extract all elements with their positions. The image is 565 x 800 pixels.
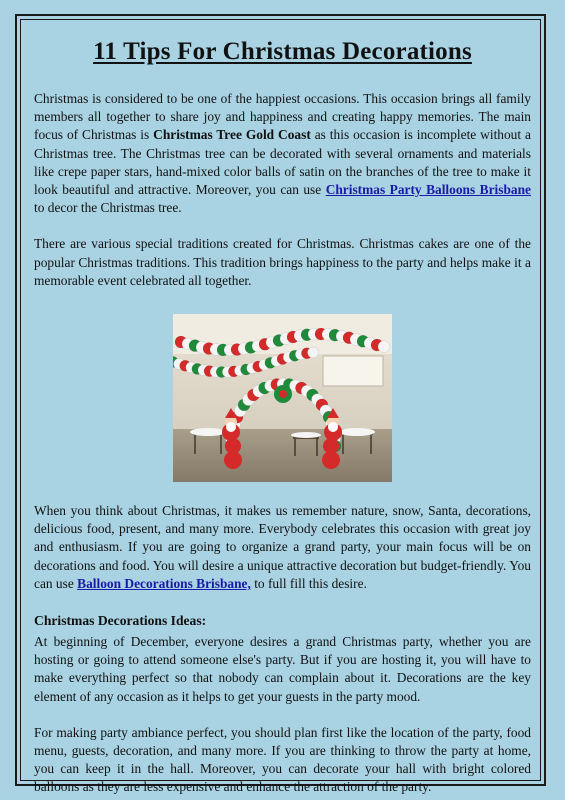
party-text-1: When you think about Christmas, it makes us remember nature, snow, Santa, decorations, delicious food, present, and many more. Everybody celebrates this occasion with great joy and enthusiasm. If you are going to organize a grand party, your main focus will be on decorations and food. You will desire a unique attractive decoration but budget-friendly. You can use	[34, 503, 531, 591]
party-text-2: to full fill this desire.	[250, 575, 367, 591]
page-title: 11 Tips For Christmas Decorations	[93, 38, 472, 65]
ideas-paragraph: At beginning of December, everyone desires a grand Christmas party, whether you are hosting or going to attend someone else's party. But if you are hosting it, you will have to make everything perfect so that nobody can complain about it. Decorations are the key element of any occasion as it helps to get your guests in the party mood.	[34, 634, 531, 704]
traditions-paragraph: There are various special traditions created for Christmas. Christmas cakes are one of the popular Christmas traditions. This tradition brings happiness to the party and helps make it a memorable event celebrated all together.	[34, 236, 531, 288]
balloon-decoration-photo	[173, 314, 392, 482]
christmas-tree-keyword: Christmas Tree Gold Coast	[153, 127, 311, 143]
document-body	[34, 38, 531, 797]
party-paragraph	[34, 502, 531, 593]
intro-paragraph	[34, 90, 531, 217]
intro-text-3: to decor the Christmas tree.	[34, 200, 182, 216]
photo-container	[34, 314, 531, 482]
intro-text-2: as this occasion is incomplete without a Christmas tree. The Christmas tree can be decorated with several ornaments and materials like crepe paper stars, hand-mixed color balls of satin on the branches of the tree to make it look beautiful and attractive. Moreover, you can use	[34, 127, 531, 198]
balloon-decorations-link[interactable]: Balloon Decorations Brisbane,	[77, 575, 251, 591]
section-heading: Christmas Decorations Ideas:	[34, 613, 207, 629]
ambiance-paragraph: For making party ambiance perfect, you should plan first like the location of the party, food menu, guests, decoration, and many more. If you are thinking to throw the party at home, you can keep it in the hall. Moreover, you can decorate your hall with bright colored balloons as they are less expensive and enhance the attraction of the party.	[34, 724, 531, 795]
christmas-party-balloons-link[interactable]: Christmas Party Balloons Brisbane	[325, 182, 531, 198]
intro-text-1: Christmas is considered to be one of the happiest occasions. This occasion brings all family members all together to share joy and happiness and creating happy memories. The main focus of Christmas is	[34, 91, 531, 143]
